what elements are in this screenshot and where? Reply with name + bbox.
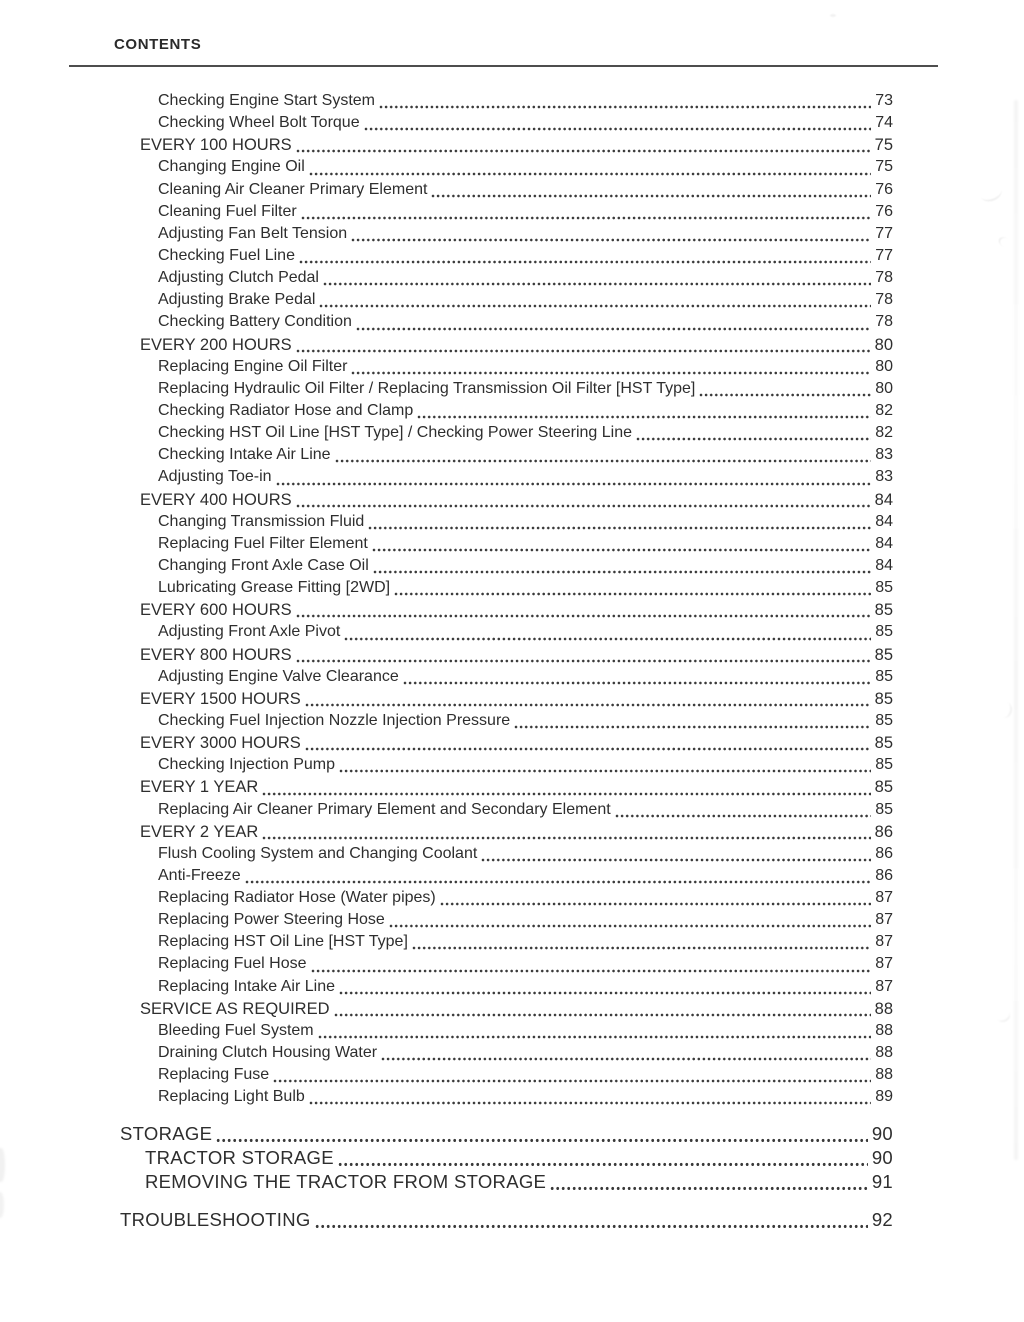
scan-artifact [997, 235, 1016, 252]
dot-leader [699, 393, 871, 397]
toc-entry-label: Draining Clutch Housing Water [158, 1044, 378, 1062]
toc-entry [120, 976, 893, 998]
toc-entry-page: 85 [874, 689, 893, 708]
toc-entry-page: 88 [875, 1021, 893, 1039]
toc-entry [120, 1086, 893, 1108]
toc-entry-label: Replacing Hydraulic Oil Filter / Replacing Transmission Oil Filter [HST Type] [158, 379, 696, 397]
toc-entry-label: TRACTOR STORAGE [145, 1147, 334, 1169]
dot-leader [296, 659, 871, 663]
dot-leader [339, 991, 871, 995]
dot-leader [615, 814, 872, 818]
toc-entry-label: Flush Cooling System and Changing Coolant [158, 844, 478, 862]
toc-entry-page: 76 [875, 202, 893, 220]
toc-entry-label: Anti-Freeze [158, 866, 241, 884]
toc-entry [120, 887, 893, 909]
toc-entry [120, 400, 893, 422]
toc-entry [120, 732, 893, 754]
toc-entry-label: Adjusting Engine Valve Clearance [158, 667, 399, 685]
toc-entry-label: EVERY 400 HOURS [140, 490, 292, 509]
dot-leader [216, 1138, 868, 1143]
dot-leader [431, 194, 871, 198]
dot-leader [514, 725, 871, 729]
toc-entry-label: Lubricating Grease Fitting [2WD] [158, 579, 391, 597]
scan-artifact [1014, 100, 1018, 1160]
toc-entry-page: 90 [871, 1147, 893, 1169]
toc-entry-page: 90 [871, 1123, 893, 1145]
dot-leader [276, 482, 872, 486]
dot-leader [356, 327, 871, 331]
toc-entry-page: 80 [875, 357, 893, 375]
dot-leader [305, 747, 871, 751]
toc-entry-page: 73 [875, 92, 893, 109]
dot-leader [417, 415, 871, 419]
toc-entry-label: Adjusting Toe-in [158, 468, 272, 486]
toc-entry [120, 489, 893, 511]
toc-entry-label: Cleaning Fuel Filter [158, 202, 297, 220]
toc-entry-page: 86 [875, 844, 893, 862]
header-divider [69, 65, 938, 67]
toc-entry-label: EVERY 600 HOURS [140, 601, 292, 620]
dot-leader [334, 1013, 871, 1017]
toc-entry-page: 85 [875, 623, 893, 641]
toc-entry [120, 599, 893, 621]
toc-entry [120, 511, 893, 533]
toc-entry-label: Checking Wheel Bolt Torque [158, 114, 360, 132]
dot-leader [299, 260, 871, 264]
toc-entry-page: 89 [875, 1088, 893, 1106]
toc-entry-label: Adjusting Fan Belt Tension [158, 224, 348, 242]
toc-entry-label: Changing Front Axle Case Oil [158, 556, 369, 574]
toc-entry-page: 86 [875, 866, 893, 884]
toc-entry-page: 87 [875, 977, 893, 995]
toc-entry-label: Replacing Fuse [158, 1066, 270, 1084]
toc-entry [120, 245, 893, 267]
scan-artifact [993, 1005, 1012, 1024]
toc-entry-page: 83 [875, 468, 893, 486]
dot-leader [338, 1162, 868, 1167]
toc-entry [120, 577, 893, 599]
toc-entry [120, 223, 893, 245]
toc-entry [120, 179, 893, 201]
toc-entry [120, 112, 893, 134]
toc-entry [120, 1064, 893, 1086]
toc-entry-page: 80 [874, 335, 893, 354]
toc-entry [120, 953, 893, 975]
toc-entry-page: 85 [875, 800, 893, 818]
dot-leader [368, 526, 871, 530]
toc-entry-label: Adjusting Brake Pedal [158, 291, 316, 309]
dot-leader [373, 570, 871, 574]
dot-leader [351, 238, 871, 242]
dot-leader [372, 548, 871, 552]
toc-entry [120, 555, 893, 577]
dot-leader [296, 504, 871, 508]
toc-entry-label: EVERY 3000 HOURS [140, 734, 301, 753]
dot-leader [412, 946, 871, 950]
toc-entry-page: 84 [875, 512, 893, 530]
toc-entry-page: 78 [875, 269, 893, 287]
toc-entry [120, 1020, 893, 1042]
dot-leader [550, 1186, 868, 1191]
dot-leader [344, 637, 871, 641]
toc-entry-label: Adjusting Clutch Pedal [158, 269, 319, 287]
toc-entry-page: 87 [875, 889, 893, 907]
dot-leader [296, 614, 871, 618]
toc-entry-page: 84 [874, 490, 893, 509]
toc-entry [120, 156, 893, 178]
dot-leader [394, 592, 871, 596]
toc-entry [120, 1208, 893, 1232]
dot-leader [636, 437, 871, 441]
toc-entry-label: Checking Radiator Hose and Clamp [158, 401, 414, 419]
toc-entry-label: Replacing Power Steering Hose [158, 911, 385, 929]
toc-entry-page: 82 [875, 401, 893, 419]
toc-entry [120, 1170, 893, 1194]
toc-entry-page: 85 [875, 667, 893, 685]
toc-entry [120, 466, 893, 488]
toc-entry-label: Replacing Intake Air Line [158, 977, 335, 995]
toc-entry [120, 289, 893, 311]
dot-leader [364, 127, 872, 131]
toc-entry-page: 88 [875, 1066, 893, 1084]
toc-entry-label: Checking Battery Condition [158, 313, 352, 331]
toc-entry-page: 74 [875, 114, 893, 132]
toc-entry [120, 843, 893, 865]
dot-leader [319, 304, 871, 308]
toc-entry-page: 77 [875, 246, 893, 264]
toc-entry-page: 84 [875, 534, 893, 552]
toc-entry [120, 909, 893, 931]
scan-artifact [978, 182, 1004, 205]
toc-entry-page: 85 [875, 756, 893, 774]
toc-entry-label: Replacing Engine Oil Filter [158, 357, 348, 375]
dot-leader [440, 902, 871, 906]
toc-entry-label: Replacing Fuel Hose [158, 955, 307, 973]
toc-entry [120, 821, 893, 843]
toc-entry-label: REMOVING THE TRACTOR FROM STORAGE [145, 1171, 547, 1193]
toc-entry [120, 134, 893, 156]
toc-entry-label: EVERY 100 HOURS [140, 136, 292, 155]
toc-entry [120, 201, 893, 223]
dot-leader [381, 1057, 871, 1061]
toc-entry-label: Changing Engine Oil [158, 158, 305, 176]
toc-entry-page: 91 [871, 1171, 893, 1193]
toc-entry-page: 88 [874, 999, 893, 1018]
dot-leader [311, 969, 872, 973]
dot-leader [389, 924, 871, 928]
dot-leader [335, 459, 872, 463]
toc-entry [120, 710, 893, 732]
toc-entry-label: Replacing Light Bulb [158, 1088, 305, 1106]
toc-entry-label: EVERY 1500 HOURS [140, 689, 301, 708]
dot-leader [273, 1079, 871, 1083]
toc-entry-label: Cleaning Air Cleaner Primary Element [158, 180, 428, 198]
dot-leader [318, 1035, 872, 1039]
toc-entry [120, 1122, 893, 1146]
toc-entry-page: 85 [874, 778, 893, 797]
toc-entry [120, 865, 893, 887]
dot-leader [351, 371, 871, 375]
toc-entry-page: 78 [875, 313, 893, 331]
toc-entry-label: EVERY 800 HOURS [140, 645, 292, 664]
toc-entry-label: STORAGE [120, 1123, 213, 1145]
toc-entry-label: Checking HST Oil Line [HST Type] / Checking Power Steering Line [158, 424, 633, 442]
toc-entry-label: Replacing Radiator Hose (Water pipes) [158, 889, 436, 907]
dot-leader [309, 1101, 871, 1105]
toc-entry-page: 88 [875, 1044, 893, 1062]
toc-entry-page: 86 [874, 822, 893, 841]
toc-entry [120, 90, 893, 112]
toc-entry-page: 82 [875, 424, 893, 442]
dot-leader [262, 792, 870, 796]
scan-artifact [0, 1192, 4, 1218]
toc-entry-label: Replacing Fuel Filter Element [158, 534, 368, 552]
toc-entry-page: 75 [874, 136, 893, 155]
toc-entry-page: 83 [875, 446, 893, 464]
toc-entry-page: 84 [875, 556, 893, 574]
scan-artifact [830, 14, 836, 17]
toc-entry-page: 87 [875, 911, 893, 929]
toc-entry-page: 87 [875, 955, 893, 973]
scan-artifact [996, 700, 1014, 719]
toc-entry-page: 85 [874, 734, 893, 753]
dot-leader [315, 1224, 868, 1229]
toc-entry [120, 533, 893, 555]
toc-entry-label: SERVICE AS REQUIRED [140, 999, 330, 1018]
dot-leader [481, 858, 871, 862]
toc-entry [120, 799, 893, 821]
dot-leader [296, 149, 871, 153]
toc-entry-page: 87 [875, 933, 893, 951]
toc-entry-page: 76 [875, 180, 893, 198]
dot-leader [309, 172, 871, 176]
toc-entry-label: EVERY 2 YEAR [140, 822, 259, 841]
toc-entry-label: Checking Engine Start System [158, 92, 375, 109]
toc-entry [120, 1146, 893, 1170]
toc-entry-page: 80 [875, 379, 893, 397]
toc-entry-label: Bleeding Fuel System [158, 1021, 314, 1039]
toc-entry [120, 422, 893, 444]
toc-entry [120, 688, 893, 710]
dot-leader [296, 349, 871, 353]
toc-entry [120, 776, 893, 798]
toc-entry-page: 75 [875, 158, 893, 176]
toc-entry [120, 267, 893, 289]
dot-leader [403, 681, 871, 685]
toc-entry-label: Checking Injection Pump [158, 756, 335, 774]
toc-entry [120, 998, 893, 1020]
toc-entry-page: 77 [875, 224, 893, 242]
toc-entry [120, 644, 893, 666]
scan-artifact [0, 1148, 5, 1182]
toc-entry-page: 85 [874, 601, 893, 620]
toc-entry-label: Replacing Air Cleaner Primary Element and Secondary Element [158, 800, 611, 818]
toc-entry [120, 1042, 893, 1064]
toc-entry [120, 356, 893, 378]
toc-entry-label: EVERY 200 HOURS [140, 335, 292, 354]
toc-entry-label: Changing Transmission Fluid [158, 512, 365, 530]
toc-entry [120, 444, 893, 466]
toc-entry-page: 85 [874, 645, 893, 664]
toc-entry-label: TROUBLESHOOTING [120, 1209, 311, 1231]
toc-entry-page: 92 [871, 1209, 893, 1231]
dot-leader [379, 105, 871, 109]
toc-entry-page: 85 [875, 579, 893, 597]
toc-entry-label: Checking Intake Air Line [158, 446, 331, 464]
dot-leader [305, 703, 871, 707]
toc-list [120, 90, 893, 1232]
toc-entry [120, 666, 893, 688]
toc-entry [120, 754, 893, 776]
toc-entry-label: Checking Fuel Line [158, 246, 295, 264]
toc-entry [120, 311, 893, 333]
page-title: CONTENTS [114, 36, 202, 53]
toc-entry [120, 378, 893, 400]
dot-leader [245, 880, 872, 884]
toc-entry-label: EVERY 1 YEAR [140, 778, 259, 797]
toc-entry [120, 931, 893, 953]
dot-leader [339, 769, 871, 773]
toc-entry [120, 621, 893, 643]
toc-entry-label: Checking Fuel Injection Nozzle Injection Pressure [158, 711, 511, 729]
toc-entry-page: 85 [875, 711, 893, 729]
toc-entry-label: Replacing HST Oil Line [HST Type] [158, 933, 408, 951]
toc-entry [120, 334, 893, 356]
dot-leader [262, 836, 870, 840]
toc-entry-label: Adjusting Front Axle Pivot [158, 623, 341, 641]
toc-entry-page: 78 [875, 291, 893, 309]
dot-leader [301, 216, 871, 220]
dot-leader [323, 282, 871, 286]
